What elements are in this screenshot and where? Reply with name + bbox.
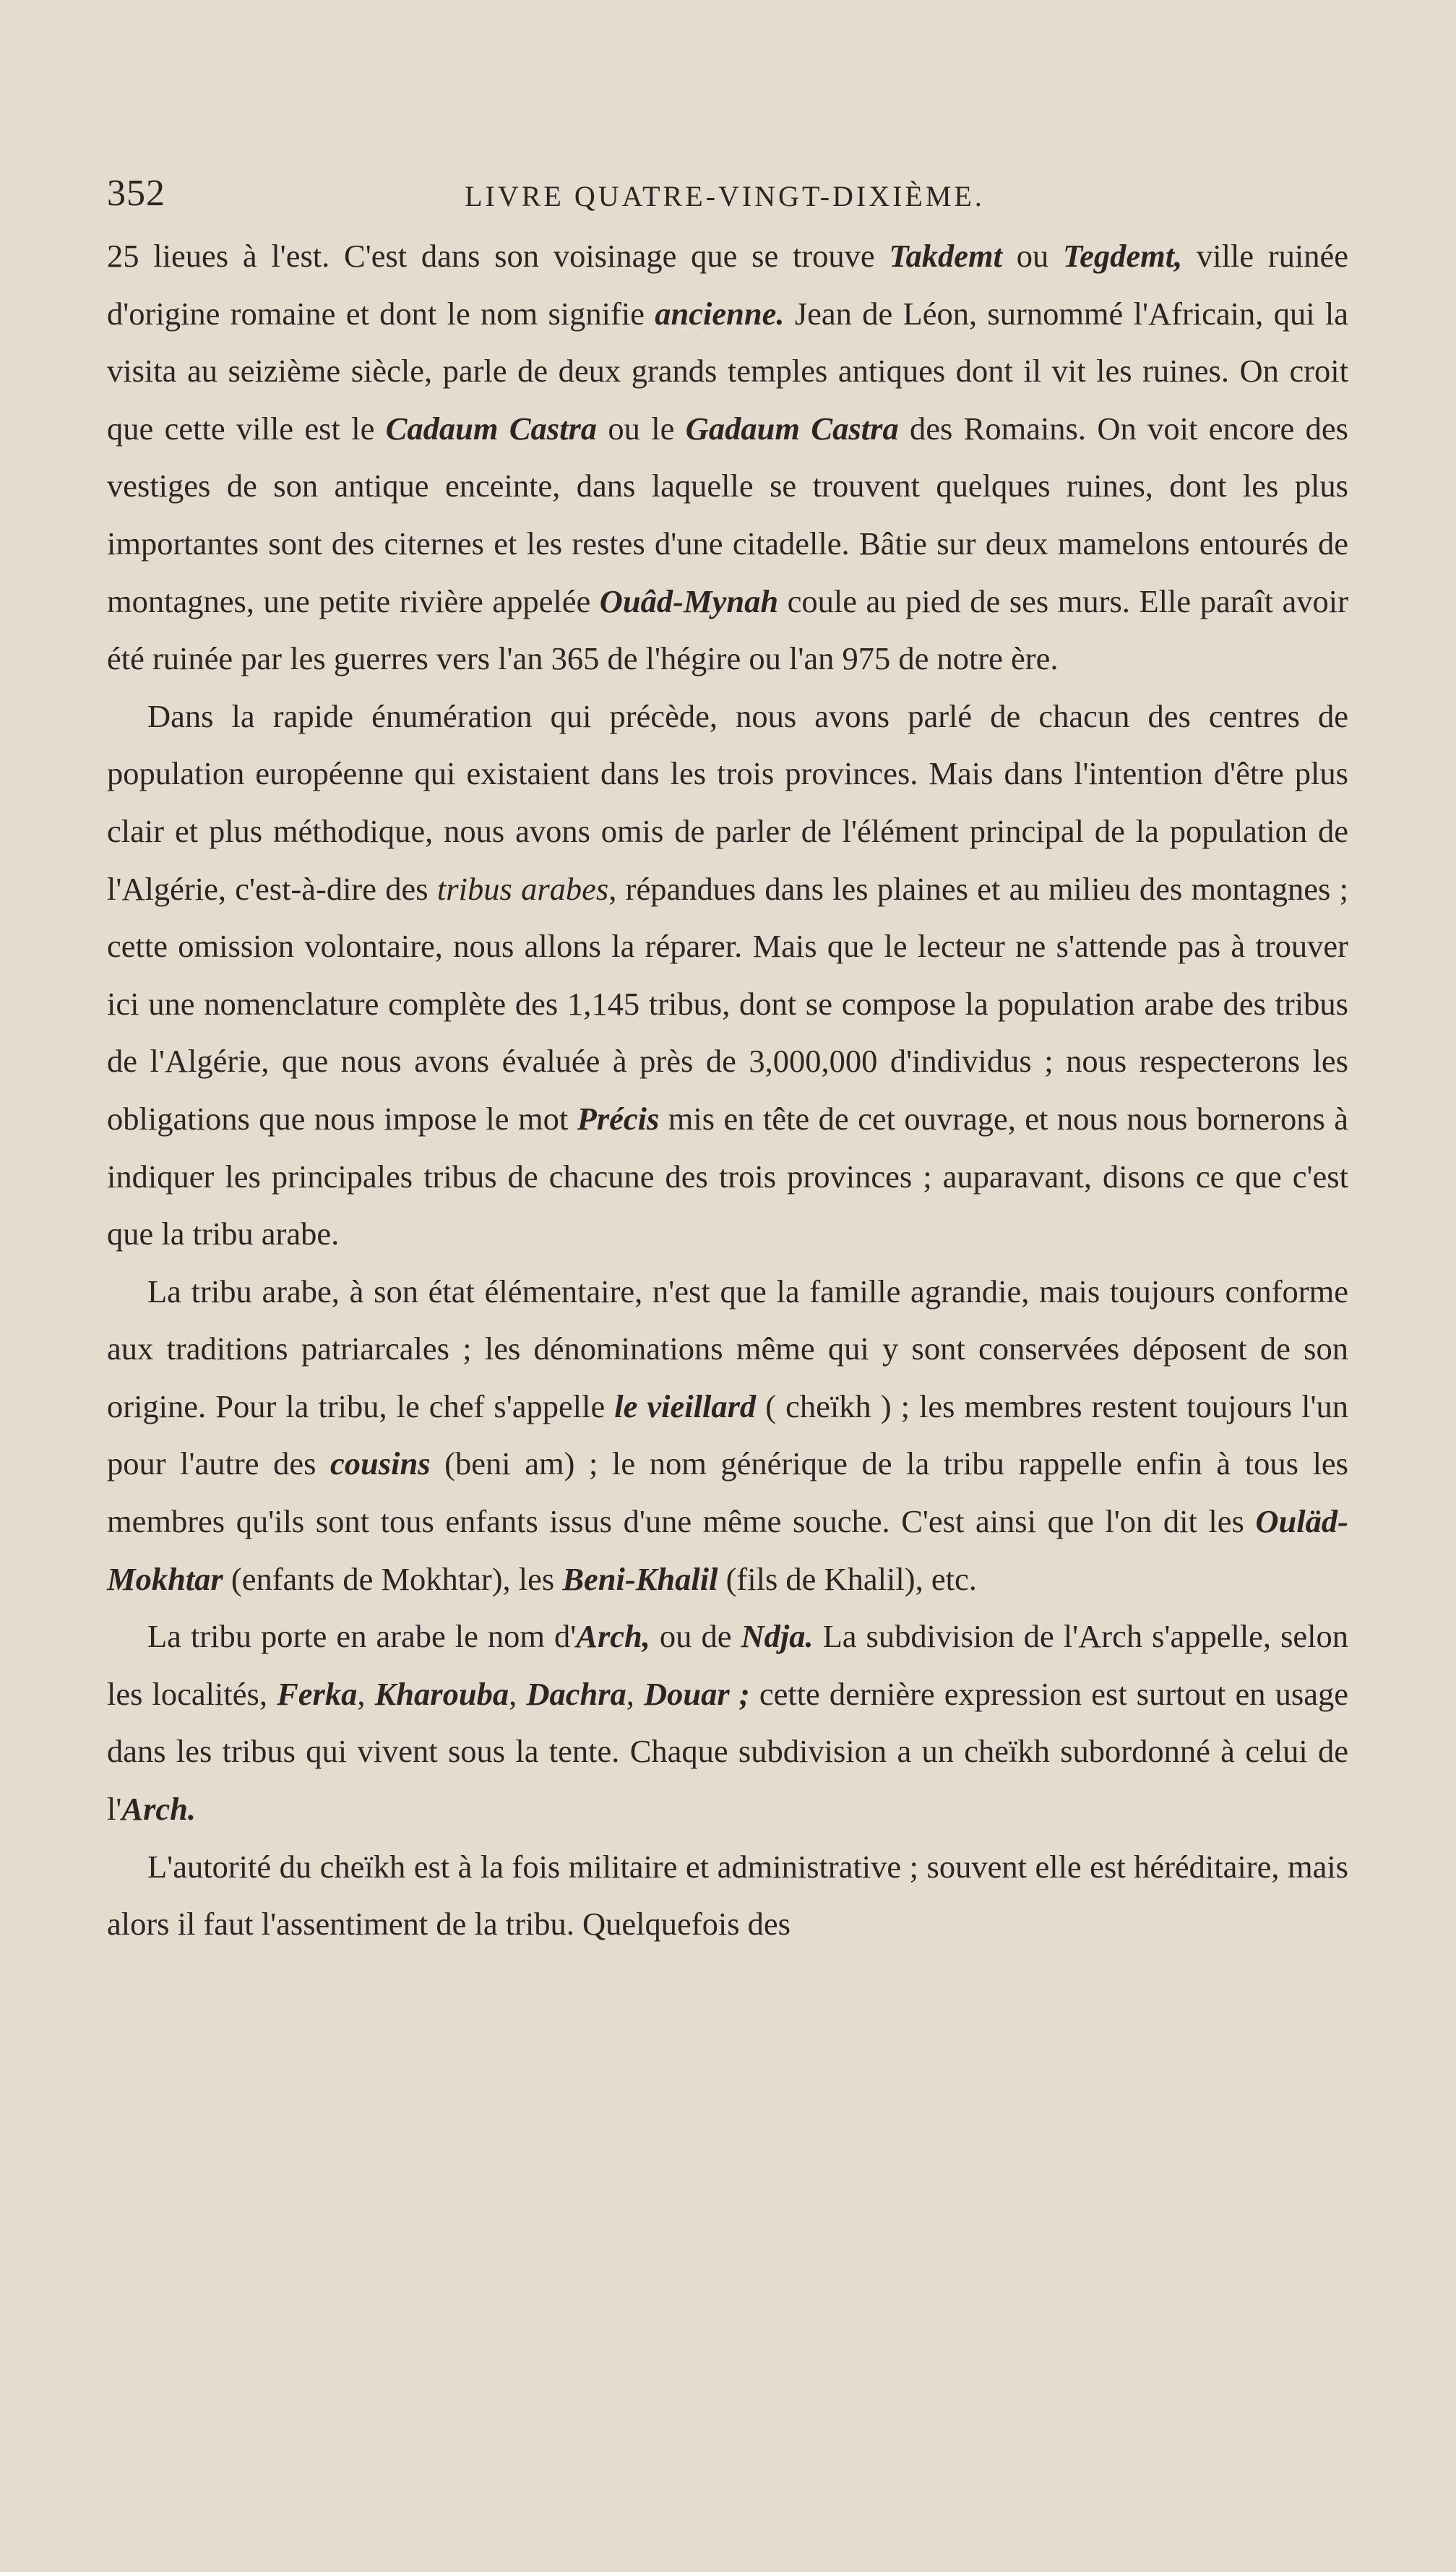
text-run: , [357,1675,375,1712]
emphasized-term: Douar ; [644,1675,750,1712]
text-run: 25 lieues à l'est. C'est dans son voisinage que se trouve [107,238,889,274]
emphasized-term: Tegdemt, [1063,238,1183,274]
text-run: La tribu arabe, à son état élémentaire, n'est que la famille agrandie, mais toujours conforme aux traditions patriarcales ; les dénominations même qui y sont conservées déposent de son origine. Pour la tribu, le chef s'appelle [107,1273,1348,1424]
text-run: (beni am) ; le nom générique de la tribu rappelle enfin à tous les membres qu'ils sont tous enfants issus d'une même souche. C'est ainsi que l'on dit les [107,1445,1348,1540]
text-run: ou de [650,1618,741,1655]
emphasized-term: Dachra [526,1675,626,1712]
emphasized-term: Ndja. [741,1618,814,1655]
text-run: L'autorité du cheïkh est à la fois militaire et administrative ; souvent elle est héréditaire, mais alors il faut l'assentiment de la tribu. Quelquefois des [107,1848,1348,1943]
text-run: des Romains. On voit encore des vestiges de son antique enceinte, dans laquelle se trouvent quelques ruines, dont les plus importantes sont des citernes et les restes d'une citadelle. Bâtie sur deux mamelons entourés de montagnes, une petite rivière appelée [107,410,1348,619]
emphasized-term: Gadaum Castra [685,410,899,447]
page-number: 352 [107,173,165,214]
text-run: , [626,1675,645,1712]
emphasized-term: Ouläd-Mokhtar [107,1503,1348,1597]
text-run: La subdivision de l'Arch s'appelle, selon les localités, [107,1618,1348,1712]
emphasized-term: Beni-Khalil [562,1560,718,1597]
text-run: cette dernière expression est surtout en usage dans les tribus qui vivent sous la tente. Chaque subdivision a un cheïkh subordonné à celui de l' [107,1675,1348,1828]
emphasized-term: ancienne. [655,295,785,332]
emphasized-term: le vieillard [614,1388,757,1424]
paragraph [107,228,1348,688]
emphasized-term: Kharouba [374,1675,509,1712]
emphasized-term: tribus arabes [436,870,609,907]
body-text [107,228,1348,1953]
text-run: ( cheïkh ) ; les membres restent toujours l'un pour l'autre des [107,1388,1349,1482]
text-run: (fils de Khalil), etc. [718,1560,977,1597]
emphasized-term: Précis [577,1100,660,1137]
emphasized-term: Cadaum Castra [385,410,598,447]
running-head: LIVRE QUATRE-VINGT-DIXIÈME. [465,180,985,212]
paragraph [107,1263,1348,1609]
emphasized-term: Arch, [576,1618,650,1655]
text-run: , répandues dans les plaines et au milieu des montagnes ; cette omission volontaire, nous allons la réparer. Mais que le lecteur ne s'attende pas à trouver ici une nomenclature complète des 1,145 tribus, dont se compose la population arabe des tribus de l'Algérie, que nous avons évaluée à près de 3,000,000 d'individus ; nous respecterons les obligations que nous impose le mot [107,870,1348,1137]
paragraph [107,688,1348,1263]
emphasized-term: Arch. [121,1791,197,1828]
text-run: coule au pied de ses murs. Elle paraît avoir été ruinée par les guerres vers l'an 365 de l'hégire ou l'an 975 de notre ère. [107,582,1348,677]
text-run: (enfants de Mokhtar), les [223,1560,563,1597]
emphasized-term: Takdemt [889,238,1002,274]
text-run: Jean de Léon, surnommé l'Africain, qui la visita au seizième siècle, parle de deux grands temples antiques dont il vit les ruines. On croit que cette ville est le [107,295,1348,447]
text-run: ou [1001,238,1064,274]
text-run: Dans la rapide énumération qui précède, nous avons parlé de chacun des centres de population européenne qui existaient dans les trois provinces. Mais dans l'intention d'être plus clair et plus méthodique, nous avons omis de parler de l'élément principal de la population de l'Algérie, c'est-à-dire des [107,697,1348,907]
text-run: ou le [597,410,686,447]
paragraph [107,1608,1348,1838]
emphasized-term: cousins [330,1445,431,1482]
page-header [107,172,1343,223]
text-run: ville ruinée d'origine romaine et dont le nom signifie [107,238,1349,332]
text-run: , [509,1675,527,1712]
emphasized-term: Ferka [277,1675,358,1712]
paragraph [107,1838,1348,1953]
emphasized-term: Ouâd-Mynah [599,582,779,619]
text-run: La tribu porte en arabe le nom d' [147,1618,577,1655]
text-run: mis en tête de cet ouvrage, et nous nous bornerons à indiquer les principales tribus de chacune des trois provinces ; auparavant, disons ce que c'est que la tribu arabe. [107,1100,1348,1252]
